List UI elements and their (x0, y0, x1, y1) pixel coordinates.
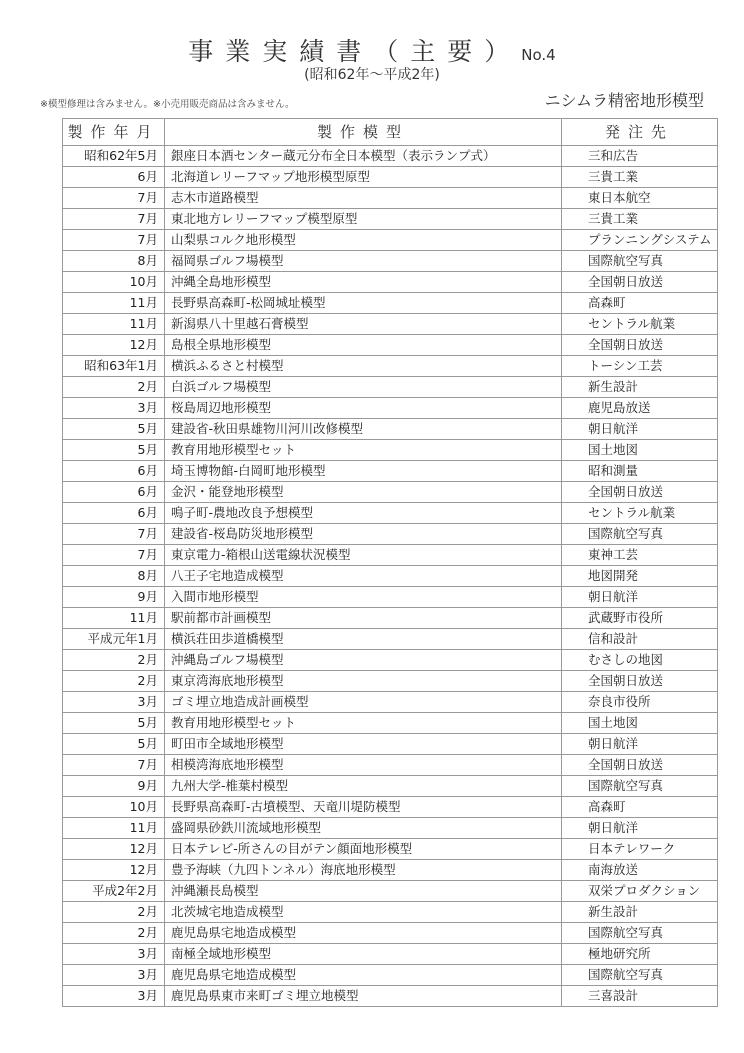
cell-model: 横浜荘田歩道橋模型 (165, 629, 562, 650)
page-number: No.4 (521, 46, 556, 64)
cell-client: 全国朝日放送 (562, 335, 718, 356)
table-row (63, 524, 718, 545)
table-row (63, 944, 718, 965)
table-row (63, 986, 718, 1007)
document-title (0, 32, 744, 68)
cell-date: 7月 (63, 545, 165, 566)
cell-model: 東京電力-箱根山送電線状況模型 (165, 545, 562, 566)
cell-date: 7月 (63, 230, 165, 251)
cell-model: 志木市道路模型 (165, 188, 562, 209)
table-row (63, 734, 718, 755)
cell-client: セントラル航業 (562, 314, 718, 335)
cell-model: 沖縄瀬長島模型 (165, 881, 562, 902)
table-row (63, 881, 718, 902)
cell-date: 12月 (63, 860, 165, 881)
table-row (63, 818, 718, 839)
table-row (63, 167, 718, 188)
cell-model: 横浜ふるさと村模型 (165, 356, 562, 377)
cell-date: 3月 (63, 944, 165, 965)
header-model: 製作模型 (165, 119, 562, 146)
cell-client: 日本テレワーク (562, 839, 718, 860)
table-row (63, 545, 718, 566)
table-row (63, 251, 718, 272)
table-row (63, 902, 718, 923)
table-row (63, 692, 718, 713)
cell-client: 三和広告 (562, 146, 718, 167)
cell-date: 7月 (63, 524, 165, 545)
table-row (63, 440, 718, 461)
cell-client: 三貴工業 (562, 167, 718, 188)
cell-model: 鹿児島県宅地造成模型 (165, 923, 562, 944)
cell-client: 全国朝日放送 (562, 671, 718, 692)
table-row (63, 230, 718, 251)
cell-date: 8月 (63, 251, 165, 272)
cell-date: 12月 (63, 335, 165, 356)
cell-model: 入間市地形模型 (165, 587, 562, 608)
table-row (63, 461, 718, 482)
cell-model: 沖縄全島地形模型 (165, 272, 562, 293)
cell-client: 国際航空写真 (562, 524, 718, 545)
cell-client: 武蔵野市役所 (562, 608, 718, 629)
cell-date: 7月 (63, 755, 165, 776)
table-row (63, 146, 718, 167)
cell-client: 高森町 (562, 293, 718, 314)
cell-model: 島根全県地形模型 (165, 335, 562, 356)
cell-client: 国際航空写真 (562, 965, 718, 986)
table-row (63, 209, 718, 230)
cell-model: 銀座日本酒センター蔵元分布全日本模型（表示ランプ式） (165, 146, 562, 167)
table-row (63, 608, 718, 629)
cell-client: 東日本航空 (562, 188, 718, 209)
cell-date: 6月 (63, 167, 165, 188)
cell-client: 東神工芸 (562, 545, 718, 566)
cell-date: 7月 (63, 188, 165, 209)
cell-date: 6月 (63, 482, 165, 503)
cell-date: 3月 (63, 986, 165, 1007)
cell-date: 2月 (63, 650, 165, 671)
cell-model: 建設省-秋田県雄物川河川改修模型 (165, 419, 562, 440)
table-row (63, 272, 718, 293)
cell-date: 2月 (63, 923, 165, 944)
cell-date: 3月 (63, 398, 165, 419)
header-client: 発注先 (562, 119, 718, 146)
cell-model: 北茨城宅地造成模型 (165, 902, 562, 923)
cell-client: トーシン工芸 (562, 356, 718, 377)
table-row (63, 566, 718, 587)
table-row (63, 755, 718, 776)
cell-model: ゴミ埋立地造成計画模型 (165, 692, 562, 713)
table-row (63, 335, 718, 356)
cell-client: 朝日航洋 (562, 587, 718, 608)
table-row (63, 860, 718, 881)
cell-date: 5月 (63, 713, 165, 734)
table-row (63, 839, 718, 860)
results-table (62, 118, 718, 1007)
cell-model: 東京湾海底地形模型 (165, 671, 562, 692)
cell-model: 北海道レリーフマップ地形模型原型 (165, 167, 562, 188)
cell-model: 東北地方レリーフマップ模型原型 (165, 209, 562, 230)
title-text: 事業実績書（主要） (188, 37, 522, 66)
table-row (63, 923, 718, 944)
table-header (63, 119, 718, 146)
table-row (63, 587, 718, 608)
cell-client: 昭和測量 (562, 461, 718, 482)
cell-model: 教育用地形模型セット (165, 713, 562, 734)
cell-date: 2月 (63, 377, 165, 398)
cell-date: 12月 (63, 839, 165, 860)
cell-model: 八王子宅地造成模型 (165, 566, 562, 587)
cell-model: 桜島周辺地形模型 (165, 398, 562, 419)
cell-client: 南海放送 (562, 860, 718, 881)
cell-date: 11月 (63, 314, 165, 335)
cell-client: 新生設計 (562, 902, 718, 923)
cell-client: 国土地図 (562, 713, 718, 734)
table-row (63, 797, 718, 818)
company-name: ニシムラ精密地形模型 (544, 91, 704, 110)
cell-date: 平成2年2月 (63, 881, 165, 902)
cell-client: 三貴工業 (562, 209, 718, 230)
cell-model: 金沢・能登地形模型 (165, 482, 562, 503)
cell-date: 6月 (63, 461, 165, 482)
cell-client: 新生設計 (562, 377, 718, 398)
cell-model: 豊予海峡（九四トンネル）海底地形模型 (165, 860, 562, 881)
cell-client: 鹿児島放送 (562, 398, 718, 419)
cell-date: 7月 (63, 209, 165, 230)
cell-date: 5月 (63, 419, 165, 440)
cell-model: 埼玉博物館-白岡町地形模型 (165, 461, 562, 482)
cell-client: プランニングシステム (562, 230, 718, 251)
header-date: 製作年月 (63, 119, 165, 146)
table-row (63, 671, 718, 692)
cell-date: 11月 (63, 608, 165, 629)
cell-model: 相模湾海底地形模型 (165, 755, 562, 776)
cell-model: 建設省-桜島防災地形模型 (165, 524, 562, 545)
cell-client: 地図開発 (562, 566, 718, 587)
table-row (63, 293, 718, 314)
cell-date: 昭和62年5月 (63, 146, 165, 167)
cell-date: 8月 (63, 566, 165, 587)
table-row (63, 398, 718, 419)
cell-date: 3月 (63, 965, 165, 986)
cell-date: 3月 (63, 692, 165, 713)
cell-date: 2月 (63, 671, 165, 692)
cell-model: 鳴子町-農地改良予想模型 (165, 503, 562, 524)
table-row (63, 650, 718, 671)
cell-model: 長野県高森町-古墳模型、天竜川堤防模型 (165, 797, 562, 818)
cell-client: むさしの地図 (562, 650, 718, 671)
cell-date: 平成元年1月 (63, 629, 165, 650)
table-row (63, 188, 718, 209)
cell-model: 山梨県コルク地形模型 (165, 230, 562, 251)
table-body (63, 146, 718, 1007)
table-row (63, 713, 718, 734)
cell-client: 朝日航洋 (562, 818, 718, 839)
cell-client: 全国朝日放送 (562, 272, 718, 293)
cell-client: 三喜設計 (562, 986, 718, 1007)
cell-model: 駅前都市計画模型 (165, 608, 562, 629)
cell-model: 長野県高森町-松岡城址模型 (165, 293, 562, 314)
cell-date: 9月 (63, 776, 165, 797)
cell-date: 9月 (63, 587, 165, 608)
cell-model: 盛岡県砂鉄川流域地形模型 (165, 818, 562, 839)
note: ※模型修理は含みません。※小売用販売商品は含みません。 (40, 99, 295, 110)
cell-client: 朝日航洋 (562, 419, 718, 440)
cell-model: 九州大学-椎葉村模型 (165, 776, 562, 797)
cell-model: 鹿児島県宅地造成模型 (165, 965, 562, 986)
cell-client: 極地研究所 (562, 944, 718, 965)
cell-date: 5月 (63, 440, 165, 461)
table-row (63, 314, 718, 335)
cell-model: 新潟県八十里越石膏模型 (165, 314, 562, 335)
table-row (63, 419, 718, 440)
table-row (63, 776, 718, 797)
table-row (63, 965, 718, 986)
cell-model: 日本テレビ-所さんの目がテン顔面地形模型 (165, 839, 562, 860)
cell-model: 教育用地形模型セット (165, 440, 562, 461)
cell-model: 町田市全域地形模型 (165, 734, 562, 755)
cell-model: 福岡県ゴルフ場模型 (165, 251, 562, 272)
cell-client: セントラル航業 (562, 503, 718, 524)
cell-client: 全国朝日放送 (562, 482, 718, 503)
cell-model: 南極全域地形模型 (165, 944, 562, 965)
cell-client: 国際航空写真 (562, 923, 718, 944)
cell-client: 朝日航洋 (562, 734, 718, 755)
cell-client: 信和設計 (562, 629, 718, 650)
cell-client: 国際航空写真 (562, 776, 718, 797)
cell-date: 10月 (63, 797, 165, 818)
table-row (63, 482, 718, 503)
cell-model: 白浜ゴルフ場模型 (165, 377, 562, 398)
cell-date: 2月 (63, 902, 165, 923)
cell-date: 11月 (63, 818, 165, 839)
table-row (63, 503, 718, 524)
cell-client: 全国朝日放送 (562, 755, 718, 776)
cell-client: 国土地図 (562, 440, 718, 461)
cell-date: 10月 (63, 272, 165, 293)
cell-client: 高森町 (562, 797, 718, 818)
cell-client: 国際航空写真 (562, 251, 718, 272)
table-row (63, 377, 718, 398)
cell-client: 奈良市役所 (562, 692, 718, 713)
cell-date: 6月 (63, 503, 165, 524)
cell-model: 鹿児島県東市来町ゴミ埋立地模型 (165, 986, 562, 1007)
cell-date: 5月 (63, 734, 165, 755)
cell-model: 沖縄島ゴルフ場模型 (165, 650, 562, 671)
cell-client: 双栄プロダクション (562, 881, 718, 902)
period: (昭和62年～平成2年) (304, 67, 440, 83)
cell-date: 昭和63年1月 (63, 356, 165, 377)
cell-date: 11月 (63, 293, 165, 314)
table-row (63, 629, 718, 650)
table-row (63, 356, 718, 377)
